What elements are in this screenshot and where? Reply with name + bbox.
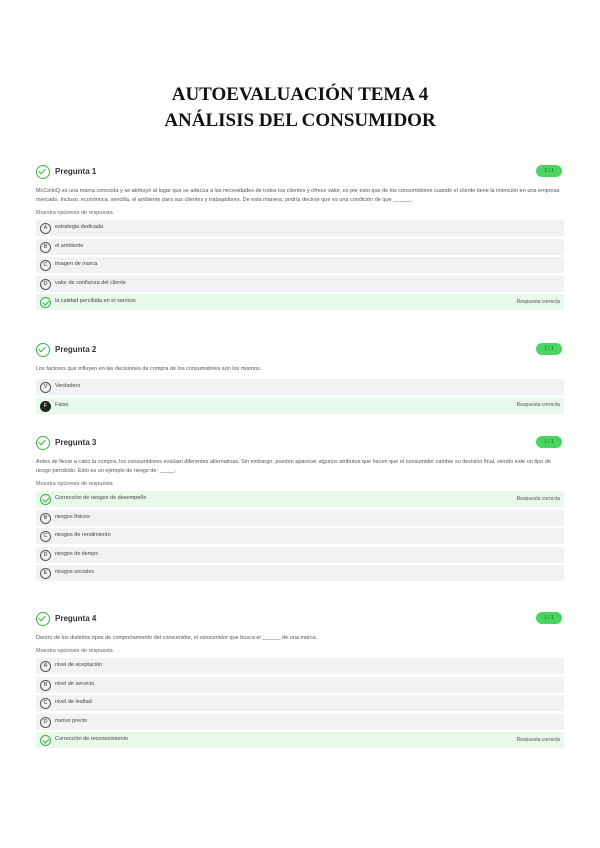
option-text: el ambiente (55, 242, 84, 249)
document-title-line-1: AUTOEVALUACIÓN TEMA 4 (171, 84, 429, 105)
answer-option[interactable] (36, 565, 564, 581)
answer-option-correct[interactable] (36, 398, 564, 414)
option-letter: E (40, 568, 51, 579)
option-letter: C (40, 698, 51, 709)
question-label: Pregunta 3 (55, 438, 97, 447)
option-text: Corrección de reconocimiento (55, 736, 129, 742)
option-letter: A (40, 661, 51, 672)
answer-option[interactable] (36, 528, 564, 544)
correct-check-icon (40, 735, 51, 746)
correct-answer-feedback: Respuesta correcta (516, 402, 560, 408)
option-text: nivel de lealtad (55, 699, 92, 705)
option-letter: C (40, 531, 51, 542)
answer-option[interactable] (36, 695, 564, 711)
options-prompt[interactable]: Muestra opciones de respuesta (36, 648, 113, 654)
score-badge: 1 / 1 (536, 612, 562, 624)
question-label: Pregunta 4 (55, 614, 97, 623)
answer-option[interactable] (36, 379, 564, 395)
options-prompt[interactable]: Muestra opciones de respuesta (36, 481, 113, 487)
option-text: la calidad percibida en el servicio (55, 298, 136, 304)
option-text: menor precio (55, 717, 88, 724)
answer-option[interactable] (36, 510, 564, 526)
answer-option[interactable] (36, 220, 564, 236)
option-text: riesgos físicos (55, 513, 90, 520)
option-letter: D (40, 717, 51, 728)
correct-answer-feedback: Respuesta correcta (516, 736, 560, 743)
question-header (36, 612, 564, 630)
option-text: Verdadero (55, 383, 81, 389)
answer-option[interactable] (36, 239, 564, 255)
correct-check-icon (36, 343, 50, 357)
question-label: Pregunta 1 (55, 167, 97, 176)
question-2 (36, 343, 564, 416)
score-badge: 1 / 1 (536, 436, 562, 448)
correct-check-icon (36, 612, 50, 626)
question-stem: Los factores que influyen en las decisiones de compra de los consumidores son los mismos. (36, 366, 262, 372)
correct-check-icon (40, 494, 51, 505)
option-letter: B (40, 242, 51, 253)
option-letter: C (40, 260, 51, 271)
question-label: Pregunta 2 (55, 345, 97, 354)
option-text: nivel de servicio (55, 680, 95, 687)
option-letter: V (40, 382, 51, 393)
option-text: riesgos sociales (55, 569, 95, 575)
answer-option[interactable] (36, 276, 564, 292)
answer-option[interactable] (36, 658, 564, 674)
score-badge: 1 / 1 (536, 165, 562, 177)
option-letter: D (40, 550, 51, 561)
option-letter: D (40, 279, 51, 290)
question-3 (36, 436, 564, 584)
correct-answer-feedback: Respuesta correcta (516, 495, 560, 502)
answer-option[interactable] (36, 677, 564, 693)
option-text: riesgos de rendimiento (55, 532, 111, 538)
question-header (36, 165, 564, 183)
answer-option-correct[interactable] (36, 491, 564, 507)
question-header (36, 436, 564, 454)
option-text: valor de confianza del cliente (55, 279, 126, 286)
question-4 (36, 612, 564, 751)
option-letter: B (40, 513, 51, 524)
correct-check-icon (40, 297, 51, 308)
answer-option[interactable] (36, 714, 564, 730)
option-letter: F (40, 401, 51, 412)
option-text: riesgos de tiempo (55, 550, 99, 557)
answer-option[interactable] (36, 547, 564, 563)
question-1 (36, 165, 564, 313)
option-text: imagen de marca (55, 261, 98, 267)
options-prompt[interactable]: Muestra opciones de respuesta (36, 210, 113, 216)
correct-check-icon (36, 165, 50, 179)
option-text: nivel de aceptación (55, 662, 103, 668)
document-title-line-2: ANÁLISIS DEL CONSUMIDOR (164, 110, 436, 131)
question-stem: McColloQ es una marca conocida y se atribuyó al lugar que se adecúa a las necesidades de todos los clientes y ofrece valor, es por esto que de los consumidores cuando el cliente tiene la intención en una empresa mercado. Incluso, económica, sencilla, el ambiente para sus clientes y trabajadores. De esta manera, podría decirse que es una condición de que ______. (36, 188, 560, 203)
option-text: Falso (55, 401, 69, 408)
score-badge: 1 / 1 (536, 343, 562, 355)
question-stem: Dentro de los distintos tipos de comportamiento del consumidor, el consumidor que busca el ______ de una marca. (36, 635, 318, 641)
answer-option-correct[interactable] (36, 294, 564, 310)
answer-option-correct[interactable] (36, 732, 564, 748)
correct-check-icon (36, 436, 50, 450)
option-letter: A (40, 223, 51, 234)
question-stem: Antes de llevar a cabo la compra, los consumidores evalúan diferentes alternativas. Sin embargo, pueden aparecer algunos atributos que hacen que el consumidor cambie su decisión final, siendo este un tipo de riesgo percibido. Esto es un ejemplo de riesgo de: _____. (36, 459, 551, 474)
question-header (36, 343, 564, 361)
correct-answer-feedback: Respuesta correcta (516, 298, 560, 305)
option-letter: B (40, 680, 51, 691)
option-text: Corrección de riesgos de desempeño (55, 495, 147, 501)
answer-option[interactable] (36, 257, 564, 273)
option-text: estrategia dedicada (55, 224, 104, 230)
